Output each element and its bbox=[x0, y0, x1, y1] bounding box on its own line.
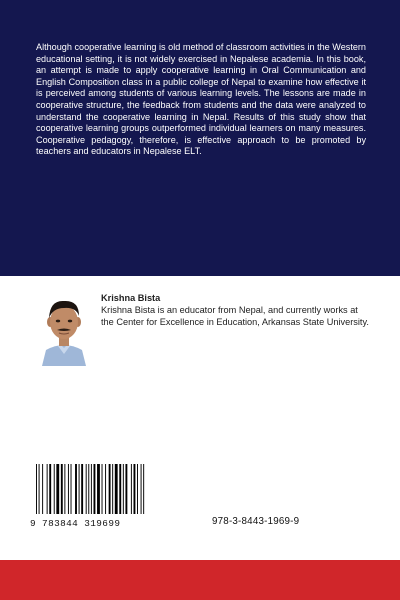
author-bio: Krishna Bista is an educator from Nepal, and currently works at the Center for Excellence in Education, Arkansas State University. bbox=[101, 305, 369, 327]
barcode-digits: 9 783844 319699 bbox=[30, 518, 121, 529]
book-blurb: Although cooperative learning is old method of classroom activities in the Western educational setting, it is not widely exercised in Nepalese academia. In this book, an attempt is made to apply cooperative learning in Oral Communication and English Composition class in a public college of Nepal to examine how effective it is perceived among students of various learning levels. The lessons are made in cooperative structure, the feedback from students and the data were analyzed to understand the cooperative learning in Nepal. Results of this study show that cooperative learning groups outperformed individual learners on many measures. Cooperative pedagogy, therefore, is effective approach to be promoted by teachers and educators in Nepalese ELT. bbox=[36, 42, 366, 157]
back-cover-panel bbox=[0, 0, 400, 276]
barcode-image bbox=[36, 464, 158, 514]
author-name: Krishna Bista bbox=[101, 293, 161, 303]
author-photo bbox=[38, 294, 90, 366]
bottom-color-band bbox=[0, 560, 400, 600]
isbn-number: 978-3-8443-1969-9 bbox=[212, 516, 300, 527]
author-portrait-image bbox=[38, 294, 90, 366]
